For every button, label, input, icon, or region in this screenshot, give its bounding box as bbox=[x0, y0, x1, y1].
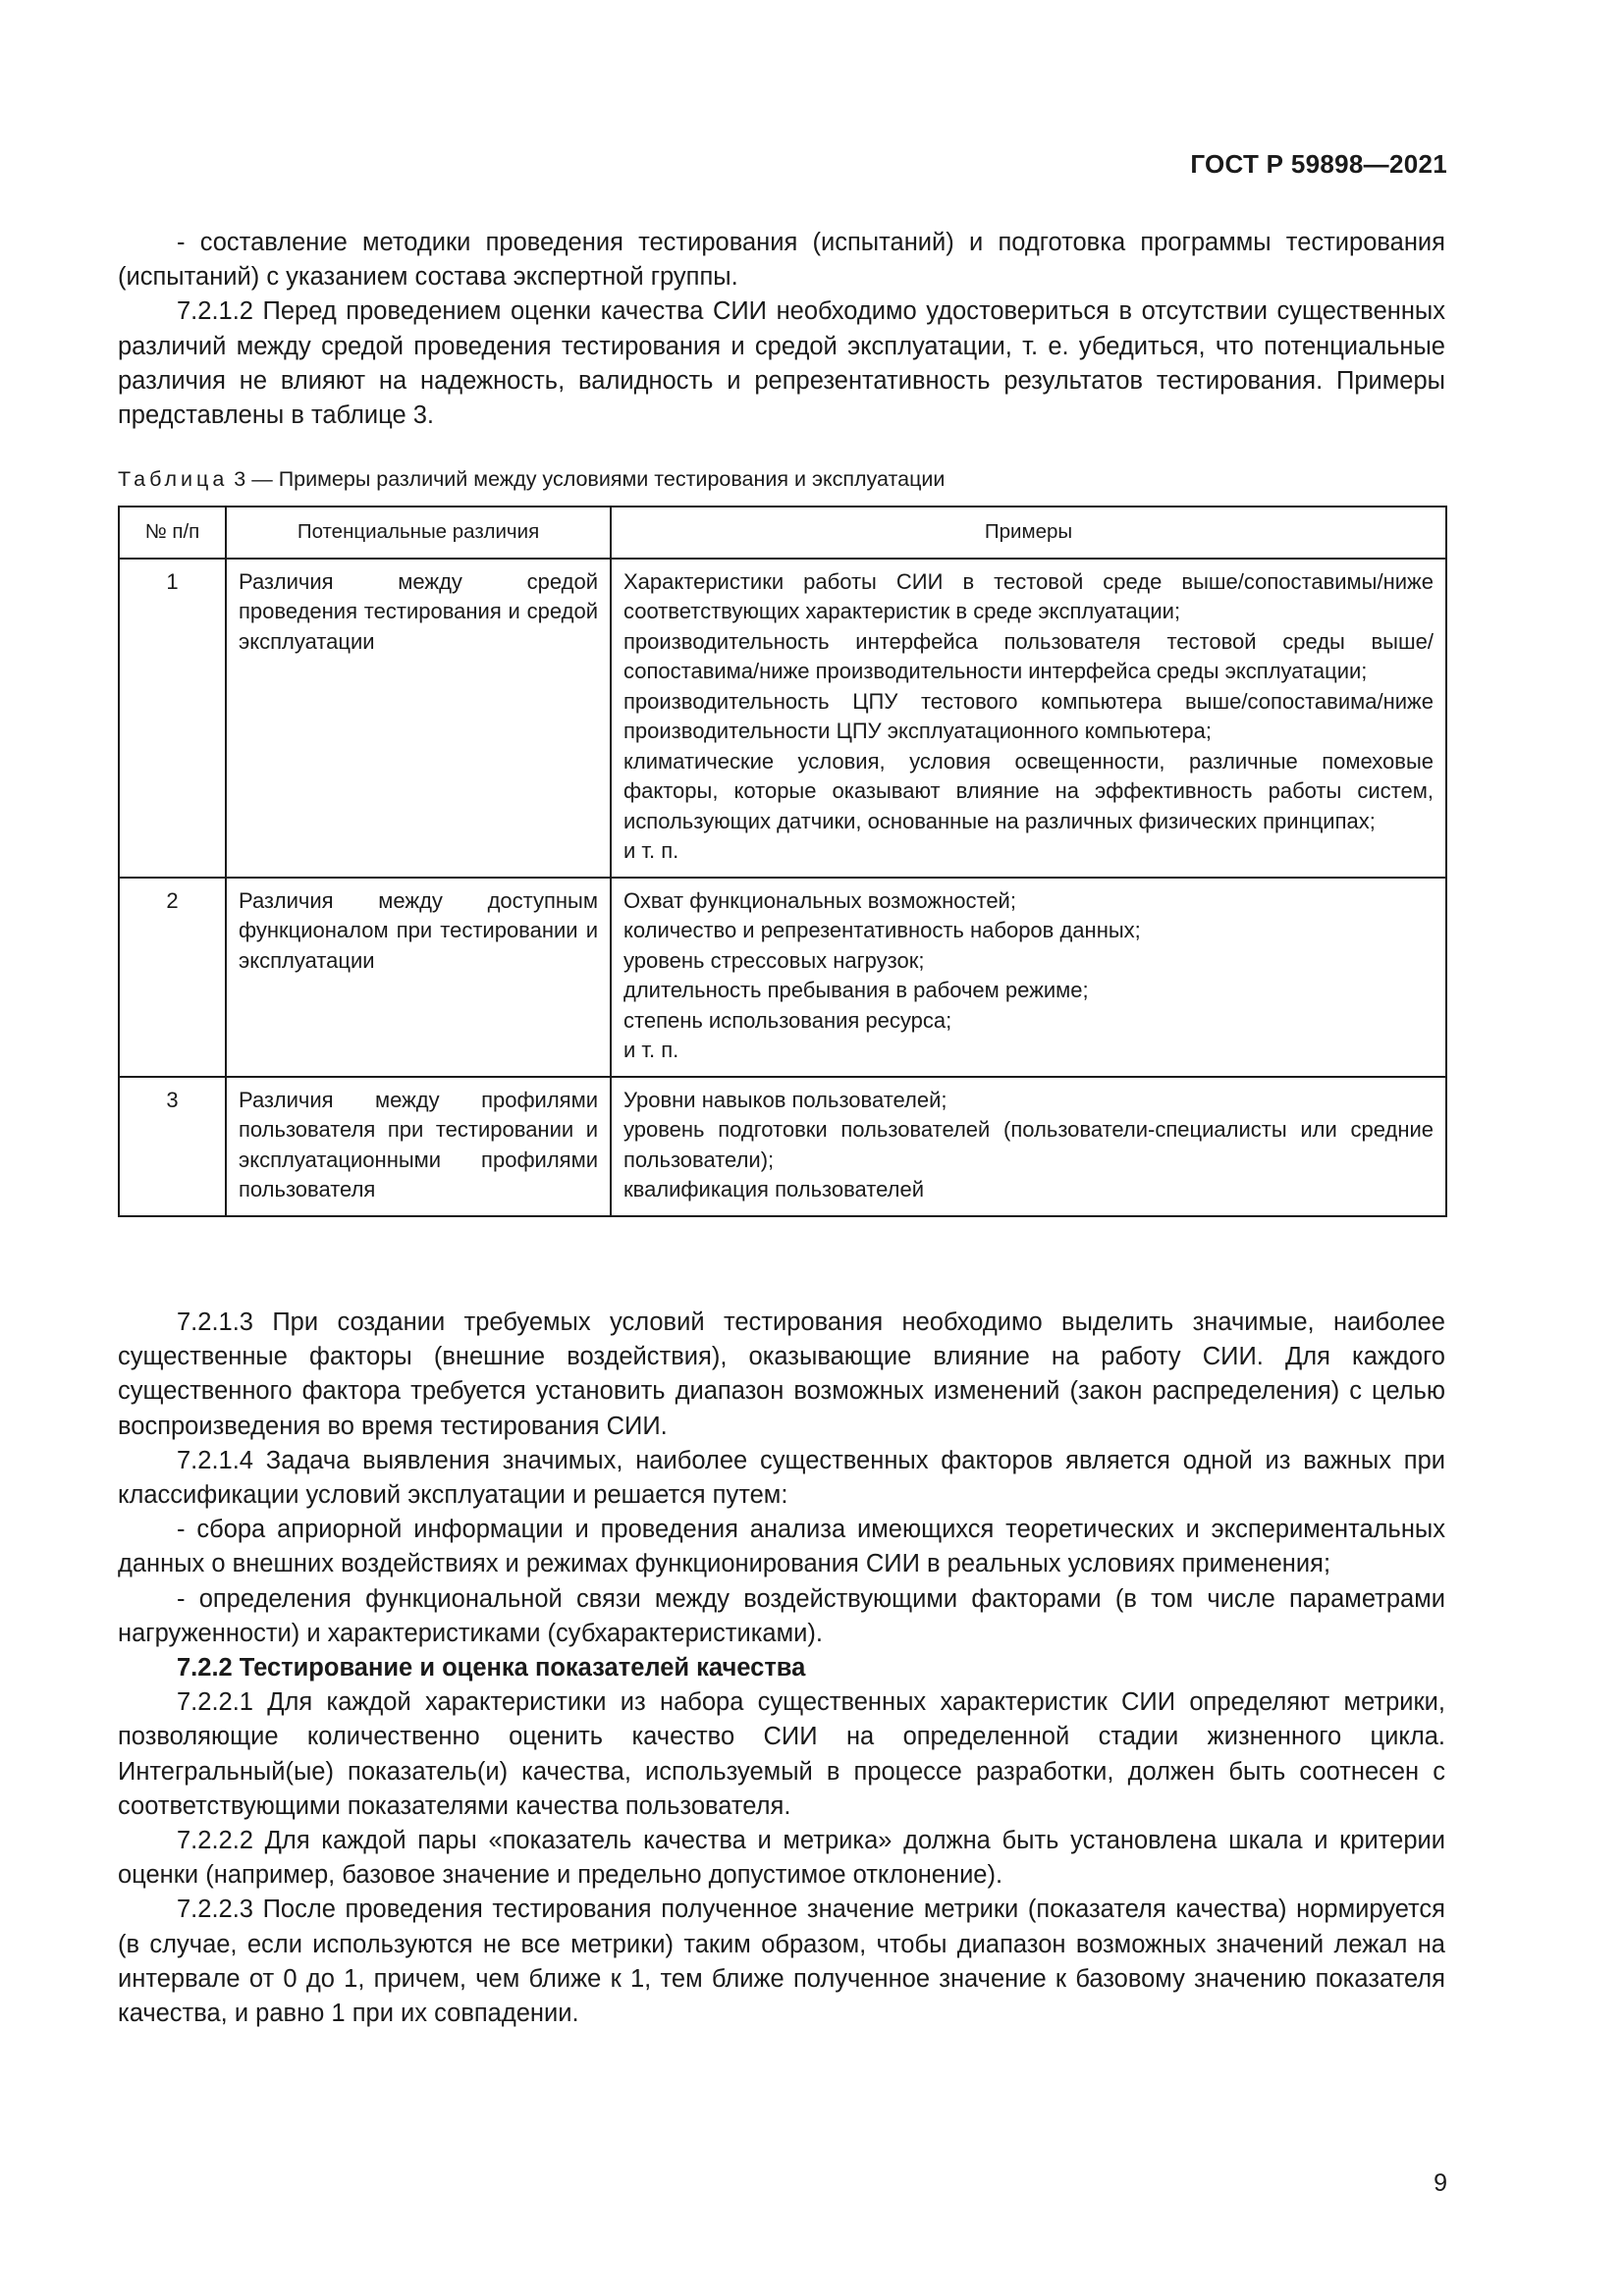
body-paragraph: 7.2.2.3 После проведения тестирования полученное значение метрики (показателя качества) нормируется (в случае, если используются не все метрики) таким образом, чтобы диапазон возможных значений лежал на интервале от 0 до 1, причем, чем ближе к 1, тем ближе полученное значение к базовому значению показателя качества, и равно 1 при их совпадении. bbox=[118, 1896, 1445, 2028]
table-row bbox=[119, 559, 1446, 878]
row-examples bbox=[611, 559, 1446, 878]
body-paragraph: - определения функциональной связи между воздействующими факторами (в том числе параметрами нагруженности) и характеристиками (субхарактеристиками). bbox=[118, 1584, 1445, 1647]
example-line: степень использования ресурса; bbox=[623, 1007, 952, 1033]
row-difference: Различия между профилями пользователя при тестировании и эксплуатационными профилями пользователя bbox=[226, 1077, 611, 1216]
row-examples bbox=[611, 1077, 1446, 1216]
example-line: и т. п. bbox=[623, 1038, 679, 1062]
example-line: производительность интерфейса пользователя тестовой среды выше/сопоставима/ниже производительности интерфейса среды эксплуатации; bbox=[623, 628, 1434, 683]
body-paragraph: 7.2.1.3 При создании требуемых условий тестирования необходимо выделить значимые, наиболее существенные факторы (внешние воздействия), оказывающие влияние на работу СИИ. Для каждого существенного фактора требуется установить диапазон возможных изменений (закон распределения) с целью воспроизведения во время тестирования СИИ. bbox=[118, 1308, 1445, 1440]
example-line: климатические условия, условия освещенности, различные помеховые факторы, которые оказывают влияние на эффективность работы систем, использующих датчики, основанные на различных физических принципах; bbox=[623, 748, 1434, 833]
differences-table bbox=[118, 506, 1447, 1217]
row-difference: Различия между средой проведения тестирования и средой эксплуатации bbox=[226, 559, 611, 878]
table-row bbox=[119, 1077, 1446, 1216]
table-header-row bbox=[119, 507, 1446, 559]
example-line: производительность ЦПУ тестового компьютера выше/сопоставима/ниже производительности ЦПУ эксплуатационного компьютера; bbox=[623, 688, 1434, 743]
example-line: уровень стрессовых нагрузок; bbox=[623, 947, 925, 973]
example-line: Характеристики работы СИИ в тестовой среде выше/сопоставимы/ниже соответствующих характеристик в среде эксплуатации; bbox=[623, 568, 1434, 623]
row-number: 2 bbox=[119, 878, 226, 1077]
example-line: и т. п. bbox=[623, 838, 679, 863]
body-paragraph: 7.2.2.2 Для каждой пары «показатель качества и метрика» должна быть установлена шкала и критерии оценки (например, базовое значение и предельно допустимое отклонение). bbox=[118, 1827, 1445, 1890]
page-number: 9 bbox=[1434, 2169, 1447, 2197]
table-caption-text: 3 — Примеры различий между условиями тестирования и эксплуатации bbox=[234, 467, 946, 491]
column-header-number: № п/п bbox=[119, 507, 226, 559]
body-paragraph: - сбора априорной информации и проведения анализа имеющихся теоретических и экспериментальных данных о внешних воздействиях и режимах функционирования СИИ в реальных условиях применения; bbox=[118, 1516, 1445, 1578]
intro-paragraph: 7.2.1.2 Перед проведением оценки качества СИИ необходимо удостовериться в отсутствии существенных различий между средой проведения тестирования и средой эксплуатации, т. е. убедиться, что потенциальные различия не влияют на надежность, валидность и репрезентативность результатов тестирования. Примеры представлены в таблице 3. bbox=[118, 297, 1445, 430]
table-row bbox=[119, 878, 1446, 1077]
main-section bbox=[118, 1306, 1445, 2031]
row-number: 3 bbox=[119, 1077, 226, 1216]
intro-section bbox=[118, 226, 1445, 433]
body-paragraph: 7.2.2.1 Для каждой характеристики из набора существенных характеристик СИИ определяют метрики, позволяющие количественно оценить качество СИИ на определенной стадии жизненного цикла. Интегральный(ые) показатель(и) качества, используемый в процессе разработки, должен быть соотнесен с соответствующими показателями качества пользователя. bbox=[118, 1688, 1445, 1820]
body-paragraph: 7.2.1.4 Задача выявления значимых, наиболее существенных факторов является одной из важных при классификации условий эксплуатации и решается путем: bbox=[118, 1446, 1445, 1510]
example-line: Уровни навыков пользователей; bbox=[623, 1087, 947, 1112]
table-caption bbox=[118, 467, 945, 492]
example-line: Охват функциональных возможностей; bbox=[623, 887, 1016, 913]
document-header: ГОСТ Р 59898—2021 bbox=[1190, 149, 1447, 179]
example-line: квалификация пользователей bbox=[623, 1177, 925, 1201]
column-header-examples: Примеры bbox=[611, 507, 1446, 559]
column-header-differences: Потенциальные различия bbox=[226, 507, 611, 559]
row-difference: Различия между доступным функционалом при тестировании и эксплуатации bbox=[226, 878, 611, 1077]
row-number: 1 bbox=[119, 559, 226, 878]
example-line: уровень подготовки пользователей (пользователи-специалисты или средние пользователи); bbox=[623, 1117, 1434, 1172]
table-caption-label: Таблица bbox=[118, 467, 229, 491]
intro-paragraph: - составление методики проведения тестирования (испытаний) и подготовка программы тестирования (испытаний) с указанием состава экспертной группы. bbox=[118, 229, 1445, 292]
example-line: количество и репрезентативность наборов данных; bbox=[623, 918, 1141, 942]
example-line: длительность пребывания в рабочем режиме; bbox=[623, 978, 1089, 1002]
row-examples bbox=[611, 878, 1446, 1077]
section-heading: 7.2.2 Тестирование и оценка показателей качества bbox=[177, 1654, 806, 1682]
